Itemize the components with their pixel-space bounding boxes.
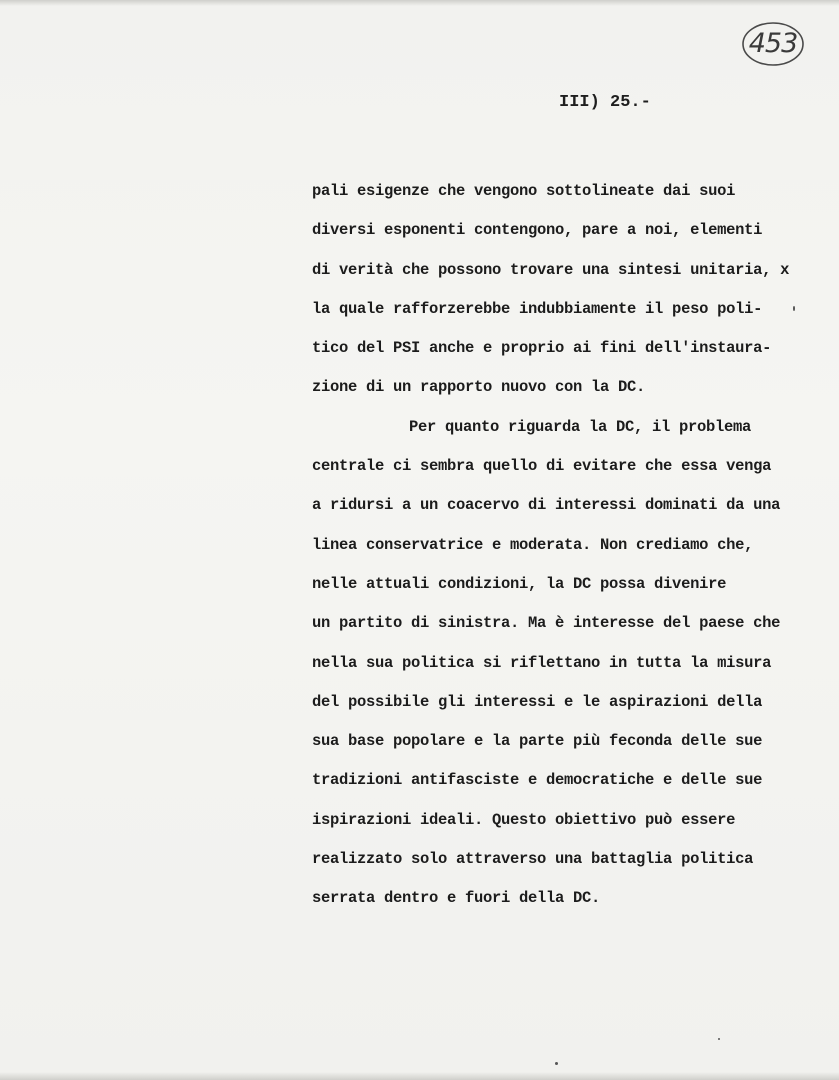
text-line: a ridursi a un coacervo di interessi dominati da una xyxy=(312,496,781,515)
page-reference: III) 25.- xyxy=(559,93,651,112)
text-line: diversi esponenti contengono, pare a noi, elementi xyxy=(312,221,763,240)
page-bottom-edge xyxy=(0,1072,839,1080)
text-line: tico del PSI anche e proprio ai fini dell'instaura- xyxy=(312,339,772,358)
page-number-stamp xyxy=(741,20,805,68)
paper-speck xyxy=(718,1038,720,1040)
text-line: la quale rafforzerebbe indubbiamente il peso poli- xyxy=(312,299,763,318)
text-line: un partito di sinistra. Ma è interesse del paese che xyxy=(312,614,781,633)
typed-text-body xyxy=(312,176,839,923)
text-line: linea conservatrice e moderata. Non crediamo che, xyxy=(312,535,754,554)
text-line: ispirazioni ideali. Questo obiettivo può essere xyxy=(312,810,736,829)
paper-speck xyxy=(793,306,795,311)
paper-speck xyxy=(555,1062,558,1065)
text-line: sua base popolare e la parte più feconda delle sue xyxy=(312,732,763,751)
page-top-edge xyxy=(0,0,839,6)
text-line: realizzato solo attraverso una battaglia politica xyxy=(312,850,754,869)
paragraph-start-line: Per quanto riguarda la DC, il problema xyxy=(409,417,752,436)
text-line: zione di un rapporto nuovo con la DC. xyxy=(312,378,646,397)
text-line: nelle attuali condizioni, la DC possa divenire xyxy=(312,574,727,593)
stamp-number: 453 xyxy=(748,28,798,59)
text-line: tradizioni antifasciste e democratiche e delle sue xyxy=(312,771,763,790)
text-line: di verità che possono trovare una sintesi unitaria, x xyxy=(312,260,790,279)
text-line: centrale ci sembra quello di evitare che essa venga xyxy=(312,457,772,476)
text-line: serrata dentro e fuori della DC. xyxy=(312,889,601,908)
text-line: pali esigenze che vengono sottolineate dai suoi xyxy=(312,182,736,200)
text-line: nella sua politica si riflettano in tutta la misura xyxy=(312,653,772,672)
text-line: del possibile gli interessi e le aspirazioni della xyxy=(312,692,763,711)
